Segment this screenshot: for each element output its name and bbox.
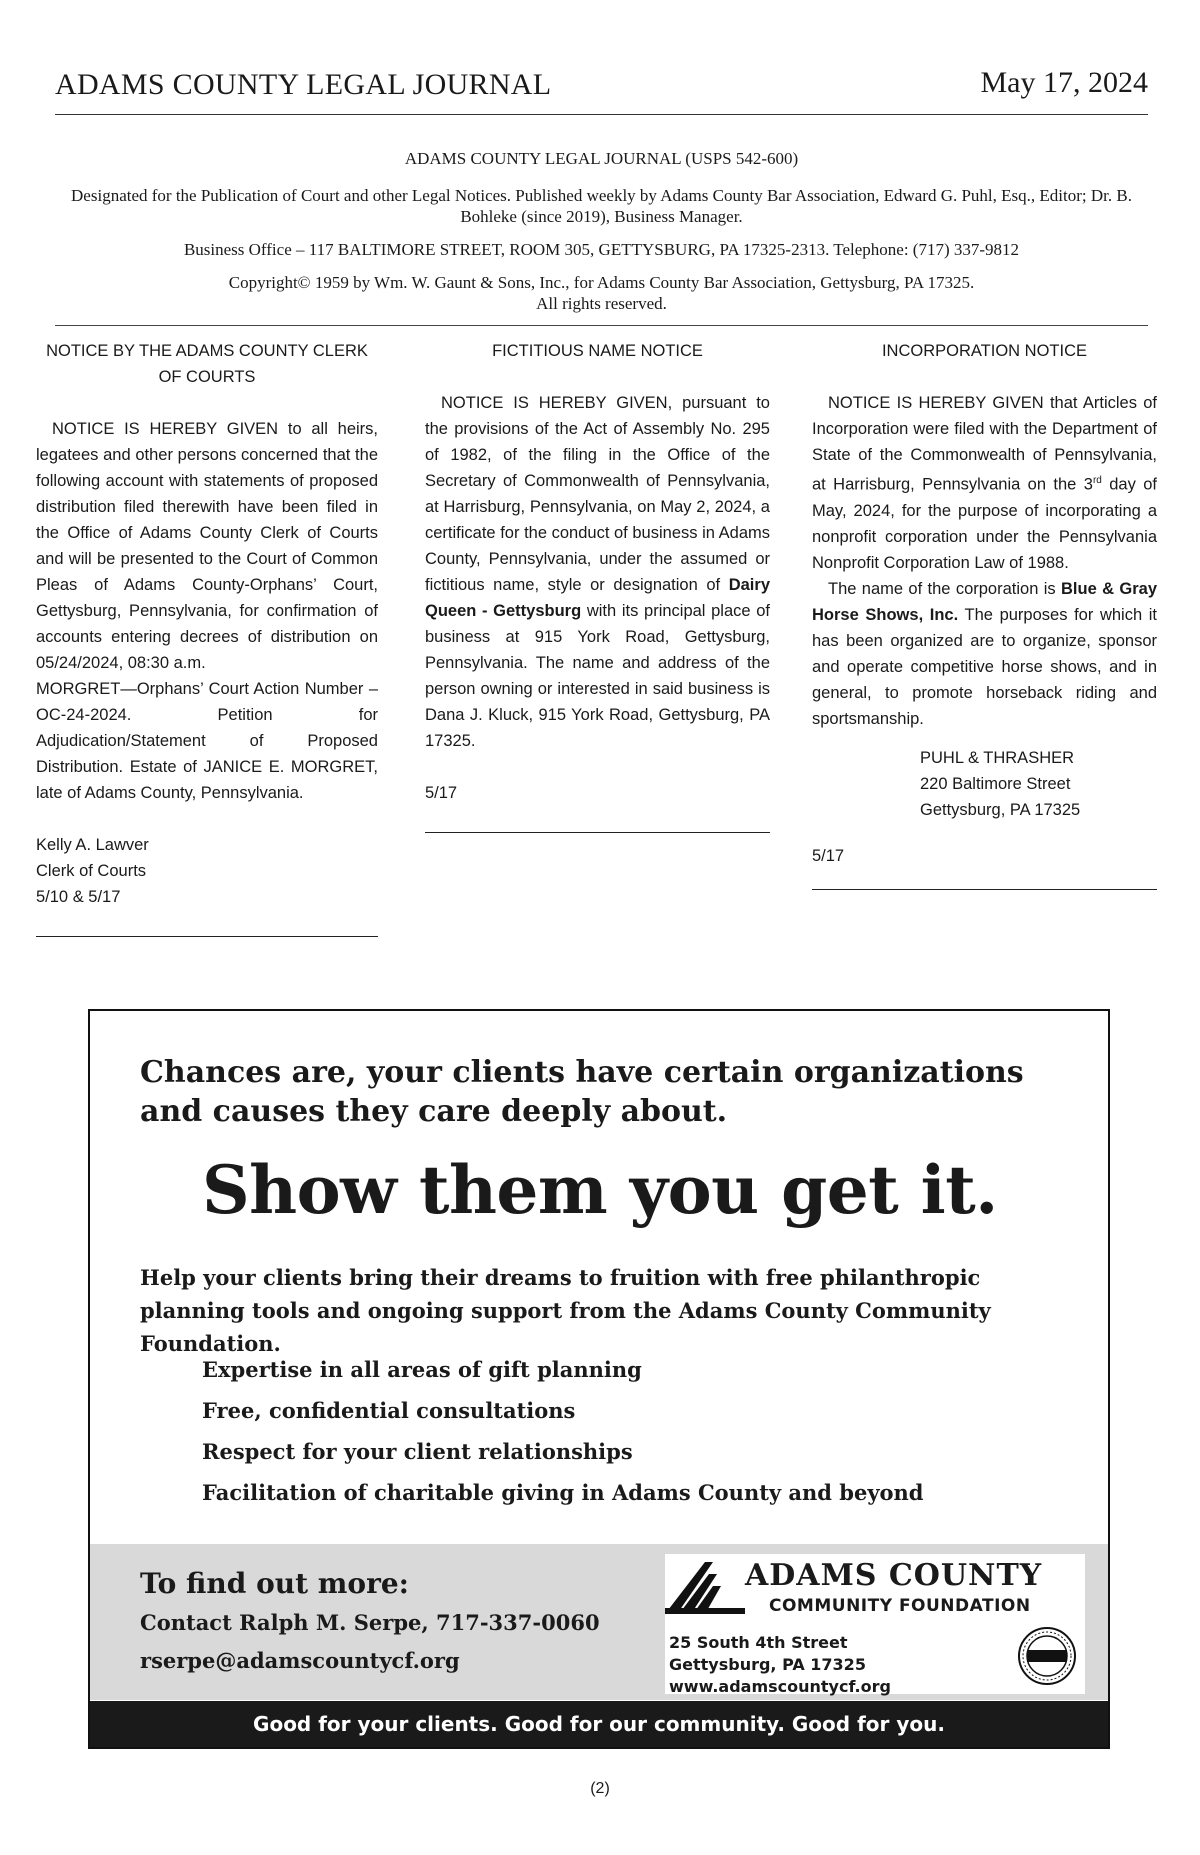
corporation-purpose-text: The purposes for which it has been organized are to organize, sponsor and operate competitive horse shows, and in general, to promote horseback riding and sportsmanship. [812,605,1158,728]
incorporation-body-intro: NOTICE IS HEREBY GIVEN that Articles of Incorporation were filed with the Department of State of the Commonwealth of Pennsylvania, at Harrisburg, Pennsylvania on the 3 [812,394,1157,494]
ad-tagline: Good for your clients. Good for our community. Good for you. [90,1701,1108,1747]
incorporation-run-date: 5/17 [812,846,845,865]
rights-line: All rights reserved. [536,294,667,313]
ad-benefit: Expertise in all areas of gift planning [202,1357,642,1382]
usps-line: ADAMS COUNTY LEGAL JOURNAL (USPS 542-600) [404,149,799,168]
fictitious-body-rest: with its principal place of business at 915 York Road, Gettysburg, Pennsylvania. The name and address of the person owning or interested in said business is Dana J. Kluck, 915 York Road, Gettysburg, PA 17325. [425,602,770,750]
incorporation-heading: INCORPORATION NOTICE [881,342,1088,360]
ad-description: Help your clients bring their dreams to fruition with free philanthropic planning tools and ongoing support from the Adams County Community Foundation. [140,1265,991,1356]
foundation-address [669,1632,891,1698]
ad-headline: Show them you get it. [202,1151,998,1229]
copyright-line: Copyright© 1959 by Wm. W. Gaunt & Sons, Inc., for Adams County Bar Association, Gettysburg, PA 17325. [228,273,975,292]
clerk-signer-title: Clerk of Courts [36,862,147,880]
issue-date: May 17, 2024 [980,66,1148,99]
fictitious-name-notice [425,338,770,833]
business-office: Business Office – 117 BALTIMORE STREET, ROOM 305, GETTYSBURG, PA 17325-2313. Telephone: (717) 337-9812 [183,240,1020,259]
ad-benefits-list [202,1349,924,1513]
foundation-street: 25 South 4th Street [669,1633,848,1652]
ad-benefit: Respect for your client relationships [202,1439,633,1464]
clerk-run-dates: 5/10 & 5/17 [36,888,121,906]
estate-entry: MORGRET—Orphans’ Court Action Number – OC-24-2024. Petition for Adjudication/Statement of Proposed Distribution. Estate of JANICE E. MORGRET, late of Adams County, Pennsylvania. [36,680,378,802]
firm-city: Gettysburg, PA 17325 [920,800,1081,819]
publication-info [55,148,1148,314]
fictitious-body [425,390,770,754]
clerk-notice-heading: NOTICE BY THE ADAMS COUNTY CLERK OF COURTS [46,342,368,386]
contact-email: rserpe@adamscountycf.org [140,1648,460,1673]
clerk-notice [36,338,378,937]
incorporation-body-rest: day of May, 2024, for the purpose of incorporating a nonprofit corporation under the Pennsylvania Nonprofit Corporation Law of 1988. [812,475,1157,572]
contact-person: Contact Ralph M. Serpe, 717-337-0060 [140,1610,600,1635]
incorporation-notice [812,338,1157,890]
ordinal-suffix: rd [1092,475,1102,486]
clerk-notice-body: NOTICE IS HEREBY GIVEN to all heirs, legatees and other persons concerned that the following account with statements of proposed distribution filed therewith have been filed in the Office of Adams County Clerk of Courts and will be presented to the Court of Common Pleas of Adams County-Orphans’ Court, Gettysburg, Pennsylvania, for confirmation of accounts entering decrees of distribution on 05/24/2024, 08:30 a.m. [36,420,378,672]
incorporation-body [812,390,1157,576]
masthead [55,62,1148,115]
designation-text: Designated for the Publication of Court and other Legal Notices. Published weekly by Adams County Bar Association, Edward G. Puhl, Esq., Editor; Dr. B. Bohleke (since 2019), Business Manager. [71,186,1132,226]
foundation-website: www.adamscountycf.org [669,1677,891,1696]
fictitious-divider [425,832,770,833]
ad-contact [140,1564,600,1680]
corporation-name-intro: The name of the corporation is [828,579,1062,598]
incorporation-divider [812,889,1157,890]
ad-benefit: Facilitation of charitable giving in Adams County and beyond [202,1480,924,1505]
foundation-city: Gettysburg, PA 17325 [669,1655,866,1674]
page-number: (2) [590,1780,610,1797]
foundation-block [665,1554,1085,1694]
journal-title: ADAMS COUNTY LEGAL JOURNAL [55,68,552,101]
header-divider [55,325,1148,326]
clerk-signer: Kelly A. Lawver [36,836,149,854]
firm-street: 220 Baltimore Street [920,774,1071,793]
foundation-subname: COMMUNITY FOUNDATION [769,1596,1031,1616]
business-name: Dairy Queen - Gettysburg [425,576,770,620]
fictitious-run-date: 5/17 [425,784,458,802]
clerk-notice-divider [36,936,378,937]
foundation-name: ADAMS COUNTY [745,1558,1043,1593]
foundation-advertisement [88,1009,1110,1749]
find-out-more: To find out more: [140,1567,410,1600]
ad-contact-band [90,1544,1108,1700]
ad-benefit: Free, confidential consultations [202,1398,576,1423]
corporation-name: Blue & Gray Horse Shows, Inc. [812,579,1158,624]
fictitious-heading: FICTITIOUS NAME NOTICE [492,342,703,360]
law-firm: PUHL & THRASHER [920,748,1075,767]
fictitious-body-intro: NOTICE IS HEREBY GIVEN, pursuant to the provisions of the Act of Assembly No. 295 of 1982, of the filing in the Office of the Secretary of Commonwealth of Pennsylvania, at Harrisburg, Pennsylvania, on May 2, 2024, a certificate for the conduct of business in Adams County, Pennsylvania, under the assumed or fictitious name, style or designation of [425,394,770,594]
foundation-seal-icon [1017,1626,1077,1686]
ad-lead: Chances are, your clients have certain organizations and causes they care deeply about. [140,1055,1024,1129]
corporation-purpose [812,576,1157,732]
